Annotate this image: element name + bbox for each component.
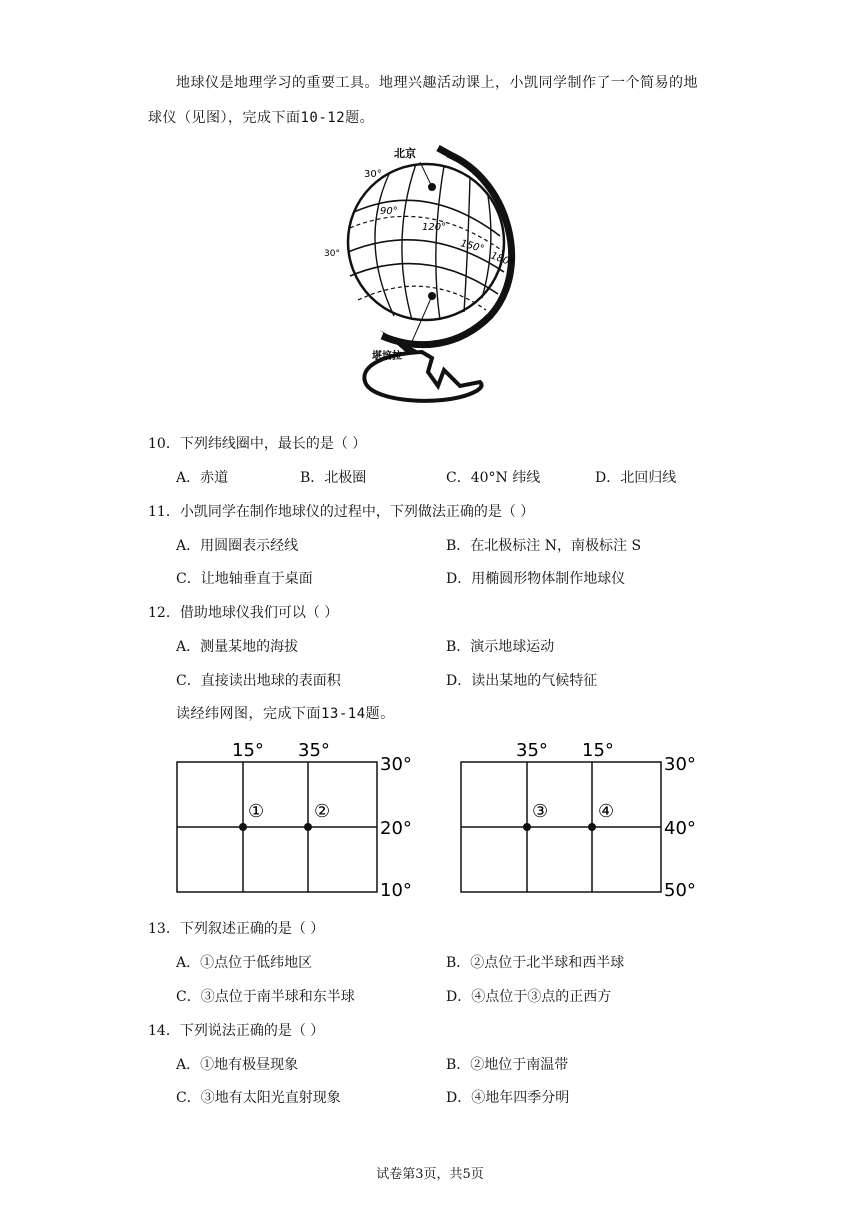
- point-3-label: ③: [532, 801, 549, 822]
- question-14-stem: 14．下列说法正确的是（ ）: [148, 1023, 325, 1039]
- question-13-stem: 13．下列叙述正确的是（ ）: [148, 921, 325, 937]
- grid-left: [170, 736, 420, 900]
- question-10-stem: 10．下列纬线圈中，最长的是（ ）: [148, 436, 367, 452]
- grid-right-lon-15: 15°: [582, 740, 614, 761]
- globe-axis-top: [438, 148, 456, 158]
- point-4-dot: [588, 823, 596, 831]
- question-13-option-c: C．③点位于南半球和东半球: [176, 989, 355, 1005]
- question-10-option-a: A．赤道: [176, 470, 229, 486]
- point-1-dot: [239, 823, 247, 831]
- question-11-option-d: D．用椭圆形物体制作地球仪: [446, 571, 626, 587]
- question-12-option-c: C．直接读出地球的表面积: [176, 673, 341, 689]
- canberra-label: 堪培拉: [372, 351, 402, 362]
- grid-right-lat-50: 50°: [664, 880, 696, 900]
- question-12-option-b: B．演示地球运动: [446, 639, 555, 655]
- question-11-stem: 11．小凯同学在制作地球仪的过程中，下列做法正确的是（ ）: [148, 504, 535, 520]
- page-footer: 试卷第3页，共5页: [376, 1167, 484, 1182]
- intro-line-1: 地球仪是地理学习的重要工具。地理兴趣活动课上，小凯同学制作了一个简易的地: [176, 75, 698, 91]
- lat-30-bottom-label: 30°: [324, 249, 340, 259]
- question-11-option-b: B．在北极标注 N，南极标注 S: [446, 538, 642, 554]
- grid-left-lon-15: 15°: [232, 740, 264, 761]
- question-11-option-a: A．用圆圈表示经线: [176, 538, 299, 554]
- question-14-option-a: A．①地有极昼现象: [176, 1057, 299, 1073]
- beijing-label: 北京: [394, 147, 416, 160]
- grid-left-lat-20: 20°: [380, 818, 412, 839]
- lon-180-label: 180°: [488, 250, 516, 270]
- question-12-stem: 12．借助地球仪我们可以（ ）: [148, 605, 339, 621]
- grid-left-lat-10: 10°: [380, 880, 412, 900]
- question-14-option-b: B．②地位于南温带: [446, 1057, 569, 1073]
- grid-right-lat-30: 30°: [664, 754, 696, 775]
- point-1-label: ①: [248, 801, 265, 822]
- grid-right-lon-35: 35°: [516, 740, 548, 761]
- point-2-dot: [304, 823, 312, 831]
- lon-90-label: 90°: [380, 206, 398, 217]
- intro-13-14: 读经纬网图，完成下面13-14题。: [176, 706, 395, 722]
- grid-right-lat-40: 40°: [664, 818, 696, 839]
- grid-left-lon-35: 35°: [298, 740, 330, 761]
- point-3-dot: [523, 823, 531, 831]
- globe-sphere: [348, 164, 504, 320]
- question-13-option-d: D．④点位于③点的正西方: [446, 989, 612, 1005]
- lon-150-label: 150°: [459, 238, 486, 256]
- point-2-label: ②: [314, 801, 331, 822]
- question-12-option-a: A．测量某地的海拔: [176, 639, 299, 655]
- globe-figure: [320, 140, 530, 410]
- lat-30-top-label: 30°: [364, 169, 382, 180]
- question-10-option-d: D．北回归线: [595, 470, 677, 486]
- question-14-option-c: C．③地有太阳光直射现象: [176, 1090, 341, 1106]
- question-12-option-d: D．读出某地的气候特征: [446, 673, 598, 689]
- intro-line-2: 球仪（见图），完成下面10-12题。: [148, 110, 375, 126]
- point-4-label: ④: [598, 801, 615, 822]
- question-13-option-b: B．②点位于北半球和西半球: [446, 955, 625, 971]
- question-10-option-b: B．北极圈: [300, 470, 367, 486]
- question-14-option-d: D．④地年四季分明: [446, 1090, 570, 1106]
- grid-left-lat-30: 30°: [380, 754, 412, 775]
- question-13-option-a: A．①点位于低纬地区: [176, 955, 313, 971]
- lon-120-label: 120°: [422, 222, 447, 233]
- question-10-option-c: C．40°N 纬线: [446, 470, 541, 486]
- grid-right: [454, 736, 704, 900]
- question-11-option-c: C．让地轴垂直于桌面: [176, 571, 313, 587]
